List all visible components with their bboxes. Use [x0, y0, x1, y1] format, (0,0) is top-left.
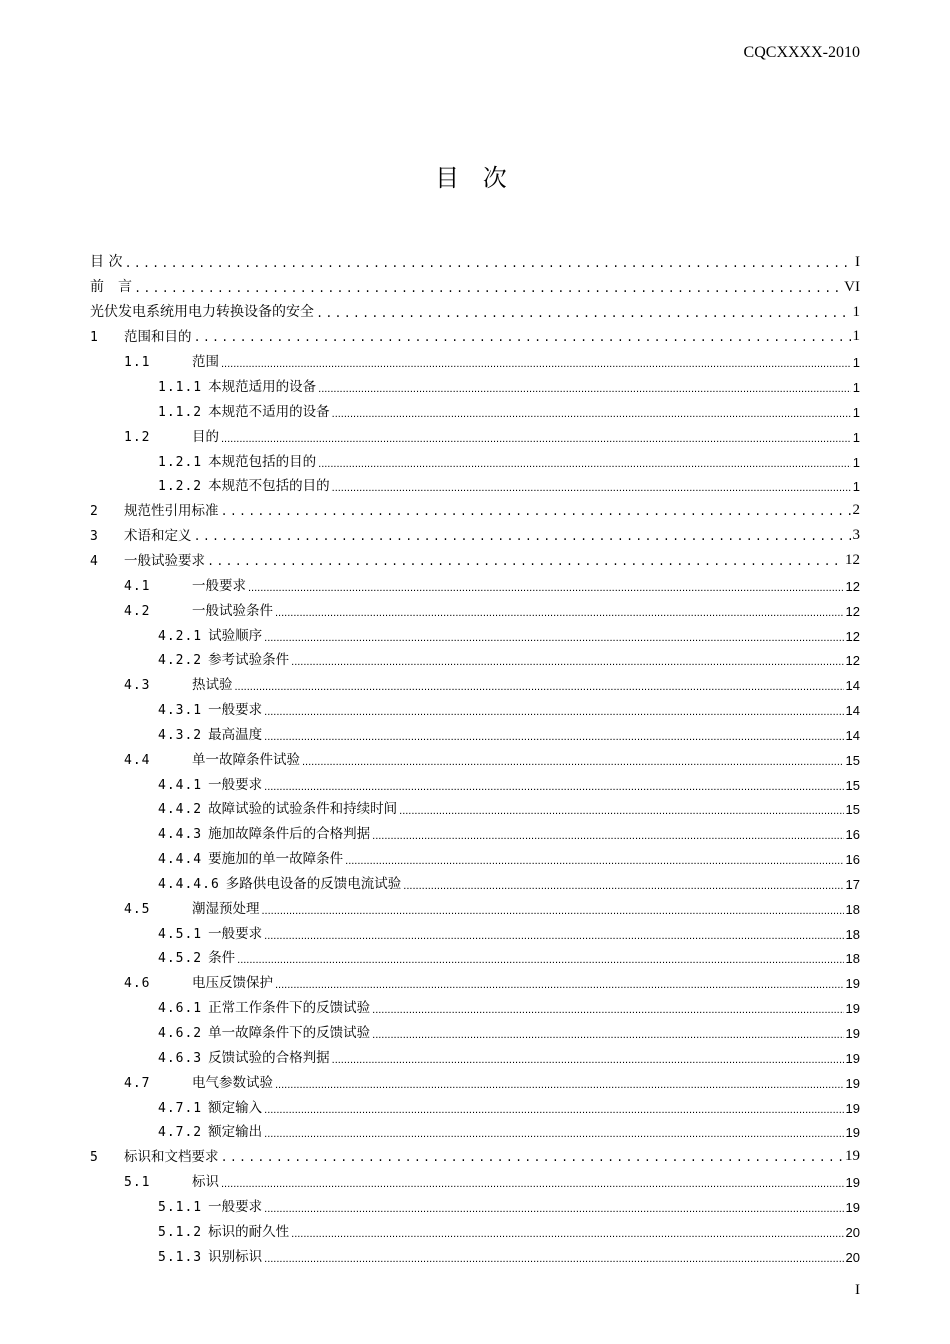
- toc-entry[interactable]: [90, 1041, 860, 1066]
- toc-entry-number: 4.6: [124, 976, 151, 992]
- toc-entry-number: 4.2.1: [158, 628, 203, 644]
- toc-entry-title: 正常工作条件下的反馈试验: [208, 1000, 371, 1017]
- toc-entry-title: 标识和文档要求: [124, 1149, 219, 1166]
- toc-entry-title: 目的: [192, 428, 219, 445]
- toc-entry-page: 18: [845, 926, 860, 942]
- toc-entry-page: 19: [845, 1175, 860, 1191]
- toc-entry-page: 19: [845, 1148, 860, 1165]
- toc-entry-title: 要施加的单一故障条件: [208, 851, 344, 868]
- toc-entry[interactable]: [90, 743, 860, 768]
- toc-entry[interactable]: [90, 966, 860, 991]
- dot-leader: [248, 582, 844, 594]
- toc-entry-page: 12: [845, 578, 860, 594]
- toc-entry-page: 19: [845, 1026, 860, 1041]
- toc-entry[interactable]: [90, 668, 860, 693]
- dot-leader: [221, 1178, 844, 1190]
- toc-entry-title: 一般要求: [208, 776, 263, 793]
- toc-entry-page: VI: [844, 278, 860, 295]
- toc-entry-number: 4.2: [124, 603, 151, 619]
- toc-entry-number: 4.3.2: [158, 727, 203, 743]
- toc-entry-title: 一般要求: [208, 702, 263, 719]
- dot-leader: [264, 731, 843, 743]
- toc-entry[interactable]: [90, 793, 860, 818]
- table-of-contents: [90, 246, 860, 1265]
- toc-entry-title: 施加故障条件后的合格判据: [208, 826, 371, 843]
- toc-entry-number: 4.5.2: [158, 951, 203, 967]
- dot-leader: [332, 482, 851, 494]
- toc-entry-number: 4.7: [124, 1075, 151, 1091]
- dot-leader: [262, 905, 844, 917]
- toc-entry-number: 5.1.3: [158, 1249, 203, 1265]
- toc-entry-number: 4.3: [124, 678, 151, 694]
- toc-entry[interactable]: [90, 619, 860, 644]
- dot-leader: [264, 781, 843, 793]
- dot-leader: [399, 805, 843, 817]
- toc-entry[interactable]: [90, 1140, 860, 1165]
- toc-entry-title: 光伏发电系统用电力转换设备的安全: [90, 303, 314, 320]
- toc-entry[interactable]: [90, 718, 860, 743]
- toc-entry-page: 19: [845, 1075, 860, 1091]
- toc-entry[interactable]: [90, 420, 860, 445]
- toc-entry[interactable]: [90, 246, 860, 271]
- toc-entry-number: 1: [90, 330, 99, 346]
- toc-entry-number: 1.1: [124, 355, 151, 371]
- dot-leader: [264, 1203, 843, 1215]
- toc-entry-number: 1.2.2: [158, 479, 203, 495]
- toc-entry-number: 1.2: [124, 429, 151, 445]
- dot-leader: [316, 307, 851, 321]
- dot-leader: [275, 607, 844, 619]
- toc-entry-page: 12: [845, 603, 860, 619]
- toc-entry-page: 16: [845, 827, 860, 843]
- toc-entry-title: 本规范不包括的目的: [208, 478, 330, 495]
- toc-entry[interactable]: [90, 345, 860, 370]
- toc-entry-number: 4.7.1: [158, 1100, 203, 1116]
- toc-entry-number: 5.1.1: [158, 1199, 203, 1215]
- toc-entry-page: 1: [852, 454, 860, 470]
- toc-entry-page: 1: [852, 404, 860, 420]
- toc-entry-page: 17: [845, 876, 860, 892]
- toc-entry-title: 一般要求: [208, 925, 263, 942]
- toc-entry-page: 15: [845, 777, 860, 793]
- dot-leader: [264, 1128, 843, 1140]
- dot-leader: [275, 979, 844, 991]
- toc-entry-title: 前 言: [90, 278, 132, 295]
- toc-entry[interactable]: [90, 817, 860, 842]
- toc-entry-number: 2: [90, 504, 99, 520]
- toc-entry-page: 19: [845, 1001, 860, 1017]
- dot-leader: [345, 855, 843, 867]
- dot-leader: [221, 505, 851, 519]
- toc-entry-title: 术语和定义: [124, 528, 192, 545]
- toc-entry-number: 4: [90, 553, 99, 569]
- dot-leader: [291, 656, 843, 668]
- toc-entry-page: 1: [852, 355, 860, 371]
- toc-entry[interactable]: [90, 1091, 860, 1116]
- toc-entry-title: 范围: [192, 354, 219, 371]
- toc-entry[interactable]: [90, 445, 860, 470]
- dot-leader: [302, 756, 844, 768]
- dot-leader: [207, 555, 843, 569]
- dot-leader: [318, 458, 851, 470]
- toc-entry-number: 4.5.1: [158, 926, 203, 942]
- toc-entry-number: 4.4.3: [158, 827, 203, 843]
- toc-entry-page: 2: [852, 502, 860, 519]
- toc-entry-number: 4.7.2: [158, 1125, 203, 1141]
- dot-leader: [264, 706, 843, 718]
- toc-entry-title: 本规范不适用的设备: [208, 403, 330, 420]
- toc-entry-number: 4.4.4.6: [158, 876, 220, 892]
- dot-leader: [264, 1104, 843, 1116]
- dot-leader: [275, 1079, 844, 1091]
- toc-entry-page: 15: [845, 752, 860, 768]
- toc-entry-page: 12: [845, 551, 860, 568]
- toc-entry-page: 15: [845, 802, 860, 818]
- toc-entry-page: 19: [845, 1100, 860, 1116]
- toc-entry[interactable]: [90, 942, 860, 967]
- toc-entry-number: 4.4.1: [158, 777, 203, 793]
- toc-entry[interactable]: [90, 494, 860, 519]
- toc-entry-page: 1: [852, 429, 860, 445]
- toc-entry-page: 12: [845, 653, 860, 669]
- toc-entry-page: 19: [845, 1125, 860, 1141]
- dot-leader: [372, 1004, 843, 1016]
- toc-entry-page: 14: [845, 727, 860, 743]
- toc-entry-number: 1.2.1: [158, 454, 203, 470]
- dot-leader: [264, 930, 843, 942]
- dot-leader: [124, 257, 853, 271]
- toc-entry-number: 4.4: [124, 752, 151, 768]
- dot-leader: [237, 954, 843, 966]
- toc-entry[interactable]: [90, 892, 860, 917]
- dot-leader: [403, 880, 843, 892]
- toc-entry[interactable]: [90, 544, 860, 569]
- toc-entry-title: 最高温度: [208, 726, 263, 743]
- toc-entry-number: 4.3.1: [158, 703, 203, 719]
- toc-entry-title: 多路供电设备的反馈电流试验: [225, 875, 402, 892]
- toc-entry-title: 条件: [208, 950, 236, 967]
- toc-entry[interactable]: [90, 519, 860, 544]
- toc-entry[interactable]: [90, 644, 860, 669]
- toc-entry-page: I: [855, 253, 860, 270]
- toc-entry[interactable]: [90, 842, 860, 867]
- toc-entry-title: 一般试验要求: [124, 552, 205, 569]
- toc-entry[interactable]: [90, 867, 860, 892]
- toc-entry-number: 4.4.2: [158, 802, 203, 818]
- toc-entry-number: 4.2.2: [158, 653, 203, 669]
- dot-leader: [221, 358, 851, 370]
- toc-entry-page: 18: [845, 901, 860, 917]
- toc-entry-page: 19: [845, 1050, 860, 1066]
- dot-leader: [194, 331, 851, 345]
- toc-entry-title: 试验顺序: [208, 627, 263, 644]
- toc-entry-title: 本规范包括的目的: [208, 453, 317, 470]
- dot-leader: [332, 1054, 844, 1066]
- page-number: I: [855, 1282, 860, 1298]
- toc-entry-number: 4.6.2: [158, 1026, 203, 1041]
- toc-entry-number: 4.5: [124, 901, 151, 917]
- dot-leader: [332, 408, 851, 420]
- toc-entry-number: 4.6.3: [158, 1050, 203, 1066]
- dot-leader: [372, 1029, 843, 1041]
- toc-entry[interactable]: [90, 1165, 860, 1190]
- toc-entry-title: 反馈试验的合格判据: [208, 1049, 330, 1066]
- toc-entry[interactable]: [90, 569, 860, 594]
- toc-entry-title: 电气参数试验: [192, 1074, 273, 1091]
- toc-entry[interactable]: [90, 296, 860, 321]
- toc-entry[interactable]: [90, 768, 860, 793]
- toc-entry-number: 4.1: [124, 578, 151, 594]
- toc-entry-title: 范围和目的: [124, 329, 192, 346]
- toc-entry-title: 目 次: [90, 253, 123, 270]
- toc-entry-title: 参考试验条件: [208, 652, 290, 669]
- dot-leader: [318, 383, 851, 395]
- toc-entry-page: 3: [852, 527, 860, 544]
- toc-entry-number: 5: [90, 1150, 99, 1166]
- toc-entry[interactable]: [90, 321, 860, 346]
- toc-entry-page: 1: [852, 479, 860, 495]
- toc-entry[interactable]: [90, 1190, 860, 1215]
- toc-entry[interactable]: [90, 370, 860, 395]
- document-code: CQCXXXX-2010: [743, 44, 860, 61]
- toc-entry-page: 1: [852, 380, 860, 396]
- toc-entry-number: 4.6.1: [158, 1001, 203, 1017]
- page-title: 目 次: [435, 164, 515, 192]
- toc-entry-title: 故障试验的试验条件和持续时间: [208, 801, 398, 818]
- toc-entry[interactable]: [90, 395, 860, 420]
- toc-entry[interactable]: [90, 917, 860, 942]
- toc-entry-title: 热试验: [192, 677, 233, 694]
- toc-entry-title: 一般要求: [208, 1198, 263, 1215]
- toc-entry[interactable]: [90, 470, 860, 495]
- dot-leader: [235, 681, 844, 693]
- dot-leader: [221, 1151, 844, 1165]
- toc-entry[interactable]: [90, 1016, 860, 1041]
- toc-entry-number: 5.1.2: [158, 1224, 203, 1240]
- toc-entry-title: 潮湿预处理: [192, 900, 260, 917]
- toc-entry[interactable]: [90, 1116, 860, 1141]
- toc-entry-title: 一般试验条件: [192, 602, 273, 619]
- toc-entry-title: 标识: [192, 1174, 219, 1191]
- toc-entry-number: 4.4.4: [158, 852, 203, 868]
- toc-entry[interactable]: [90, 271, 860, 296]
- dot-leader: [264, 1253, 843, 1265]
- toc-entry-title: 额定输出: [208, 1124, 263, 1141]
- toc-entry-number: 1.1.1: [158, 380, 203, 396]
- toc-entry-page: 19: [845, 976, 860, 992]
- toc-entry[interactable]: [90, 1240, 860, 1265]
- toc-entry-page: 20: [845, 1224, 860, 1240]
- toc-entry-page: 19: [845, 1199, 860, 1215]
- toc-entry-title: 单一故障条件试验: [192, 751, 300, 768]
- toc-entry-title: 一般要求: [192, 577, 246, 594]
- toc-entry-number: 1.1.2: [158, 404, 203, 420]
- toc-entry[interactable]: [90, 1066, 860, 1091]
- toc-entry[interactable]: [90, 693, 860, 718]
- dot-leader: [221, 433, 851, 445]
- toc-entry[interactable]: [90, 991, 860, 1016]
- toc-entry-page: 16: [845, 852, 860, 868]
- dot-leader: [264, 632, 843, 644]
- toc-entry[interactable]: [90, 594, 860, 619]
- toc-entry-title: 本规范适用的设备: [208, 379, 317, 396]
- toc-entry-title: 标识的耐久性: [208, 1223, 290, 1240]
- toc-entry-page: 14: [845, 678, 860, 694]
- toc-entry-title: 单一故障条件下的反馈试验: [208, 1025, 371, 1041]
- toc-entry-number: 5.1: [124, 1175, 151, 1191]
- toc-entry-number: 3: [90, 529, 99, 545]
- toc-entry-title: 电压反馈保护: [192, 975, 273, 992]
- toc-entry-title: 规范性引用标准: [124, 503, 219, 520]
- toc-entry-page: 1: [852, 328, 860, 345]
- toc-entry-title: 识别标识: [208, 1248, 263, 1265]
- toc-entry-title: 额定输入: [208, 1099, 263, 1116]
- toc-entry-page: 20: [845, 1249, 860, 1265]
- toc-entry[interactable]: [90, 1215, 860, 1240]
- dot-leader: [194, 530, 851, 544]
- toc-entry-page: 12: [845, 628, 860, 644]
- dot-leader: [372, 830, 843, 842]
- toc-entry-page: 1: [852, 303, 860, 320]
- toc-entry-page: 18: [845, 951, 860, 967]
- dot-leader: [291, 1228, 843, 1240]
- dot-leader: [134, 282, 842, 296]
- toc-entry-page: 14: [845, 703, 860, 719]
